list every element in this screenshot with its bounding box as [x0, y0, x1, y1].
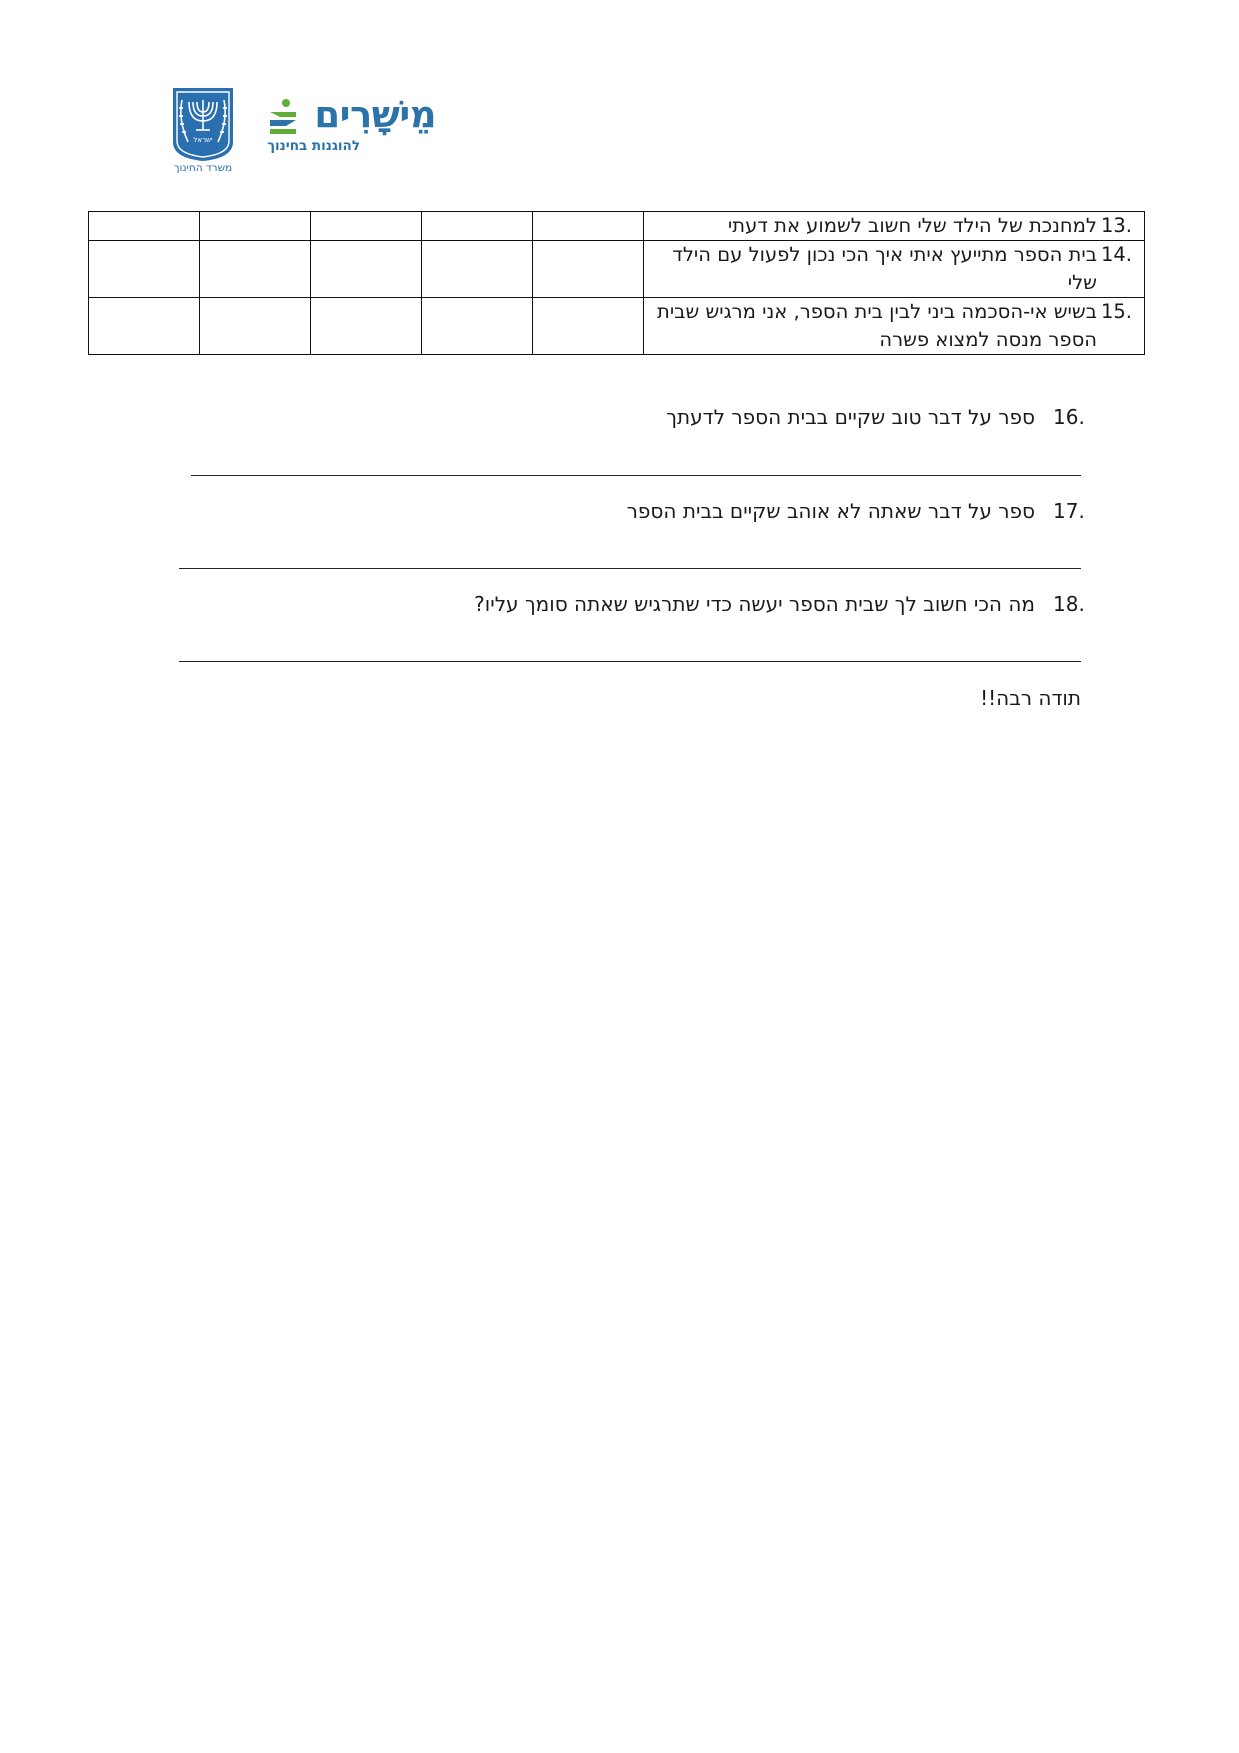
- statement-number: 14 .: [1101, 241, 1132, 297]
- question-text: מה הכי חשוב לך שבית הספר יעשה כדי שתרגיש שאתה סומך עליו?: [474, 592, 1035, 616]
- zigzag-brand-icon: [266, 98, 300, 138]
- rating-cell[interactable]: [200, 212, 311, 241]
- table-row: [89, 212, 1145, 241]
- meisharim-brand-logo: [266, 93, 436, 158]
- ministry-emblem-logo: [170, 86, 236, 178]
- rating-cell[interactable]: [89, 212, 200, 241]
- table-row: [89, 241, 1145, 298]
- rating-cell[interactable]: [311, 212, 422, 241]
- statement-number: 15 .: [1101, 298, 1132, 354]
- rating-table: [88, 211, 1145, 355]
- rating-cell[interactable]: [533, 212, 644, 241]
- emblem-caption: משרד החינוך: [173, 162, 233, 174]
- statement-cell: [644, 298, 1145, 355]
- rating-cell[interactable]: [422, 241, 533, 298]
- statement-number: 13 .: [1101, 212, 1132, 240]
- statement-text: למחנכת של הילד שלי חשוב לשמוע את דעתי: [727, 214, 1097, 237]
- rating-cell[interactable]: [89, 241, 200, 298]
- question-text: ספר על דבר שאתה לא אוהב שקיים בבית הספר: [626, 499, 1035, 523]
- open-question: [474, 590, 1081, 618]
- brand-tagline: להוגנות בחינוך: [267, 138, 360, 154]
- closing-thanks: תודה רבה!!: [980, 686, 1081, 710]
- statement-text: בית הספר מתייעץ איתי איך הכי נכון לפעול עם הילד שלי: [672, 243, 1097, 294]
- question-number: 17 .: [1053, 497, 1081, 525]
- answer-line[interactable]: [191, 475, 1081, 476]
- rating-cell[interactable]: [533, 241, 644, 298]
- rating-cell[interactable]: [422, 298, 533, 355]
- statement-cell: [644, 212, 1145, 241]
- answer-line[interactable]: [179, 568, 1081, 569]
- brand-name: מֵישָׁרִים: [314, 93, 436, 136]
- rating-cell[interactable]: [533, 298, 644, 355]
- rating-cell[interactable]: [311, 298, 422, 355]
- question-text: ספר על דבר טוב שקיים בבית הספר לדעתך: [666, 405, 1035, 429]
- open-question: [666, 403, 1081, 431]
- rating-cell[interactable]: [200, 298, 311, 355]
- open-question: [627, 497, 1081, 525]
- table-row: [89, 298, 1145, 355]
- menorah-emblem-icon: [170, 86, 236, 162]
- question-number: 16 .: [1053, 403, 1081, 431]
- svg-text:ישראל: ישראל: [193, 136, 213, 144]
- rating-cell[interactable]: [311, 241, 422, 298]
- question-number: 18 .: [1053, 590, 1081, 618]
- rating-cell[interactable]: [200, 241, 311, 298]
- statement-cell: [644, 241, 1145, 298]
- rating-cell[interactable]: [422, 212, 533, 241]
- rating-cell[interactable]: [89, 298, 200, 355]
- answer-line[interactable]: [179, 661, 1081, 662]
- statement-text: בשיש אי-הסכמה ביני לבין בית הספר, אני מרגיש שבית הספר מנסה למצוא פשרה: [657, 300, 1097, 351]
